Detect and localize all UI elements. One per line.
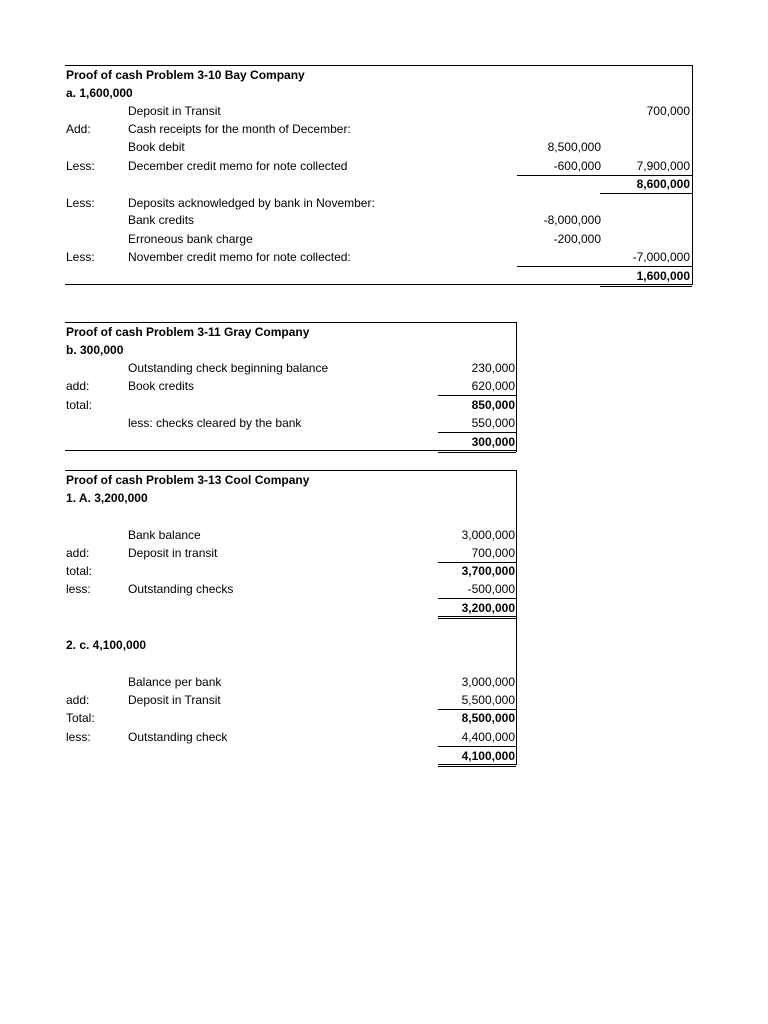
row-desc: Deposit in transit: [128, 546, 218, 560]
row-label: add:: [66, 546, 90, 560]
part2-total: 4,100,000: [461, 749, 515, 763]
row-label: less:: [66, 582, 91, 596]
row-desc: Balance per bank: [128, 675, 222, 689]
row-amount: -200,000: [553, 232, 601, 246]
section-total: 300,000: [471, 435, 515, 449]
section-title: Proof of cash Problem 3-11 Gray Company: [66, 325, 310, 339]
top-border: [65, 470, 516, 471]
row-amount: 5,500,000: [461, 693, 515, 707]
row-label: total:: [66, 564, 93, 578]
row-total: 7,900,000: [636, 159, 690, 173]
row-desc: Bank credits: [128, 213, 195, 227]
row-desc: November credit memo for note collected:: [128, 250, 351, 264]
right-border: [516, 322, 517, 452]
section-title: Proof of cash Problem 3-10 Bay Company: [66, 68, 305, 82]
row-amount: 8,500,000: [461, 711, 515, 725]
row-label: less:: [66, 730, 91, 744]
row-desc: Cash receipts for the month of December:: [128, 122, 351, 136]
rule: [438, 395, 516, 396]
row-desc: Book debit: [128, 140, 185, 154]
row-desc: Deposit in Transit: [128, 693, 221, 707]
row-total: 700,000: [646, 104, 690, 118]
answer-1: 1. A. 3,200,000: [66, 491, 148, 505]
subtotal: 8,600,000: [636, 177, 690, 191]
row-desc: Erroneous bank charge: [128, 232, 253, 246]
double-underline: [438, 616, 516, 619]
row-total: -7,000,000: [632, 250, 690, 264]
right-border: [692, 65, 693, 285]
row-amount: 8,500,000: [547, 140, 601, 154]
rule: [438, 598, 516, 599]
row-amount: 620,000: [471, 379, 515, 393]
row-desc: Outstanding check: [128, 730, 228, 744]
answer: b. 300,000: [66, 343, 124, 357]
right-border-lower: [516, 620, 517, 765]
subtotal-underline: [600, 193, 692, 194]
row-label: total:: [66, 398, 93, 412]
row-label: add:: [66, 379, 90, 393]
row-label: Less:: [66, 196, 95, 210]
row-desc: December credit memo for note collected: [128, 159, 348, 173]
row-desc: Deposits acknowledged by bank in November:: [128, 196, 375, 210]
row-amount: 3,700,000: [461, 564, 515, 578]
top-border: [65, 322, 516, 323]
rule: [438, 432, 516, 433]
row-label: Add:: [66, 122, 91, 136]
double-underline: [438, 452, 516, 453]
part1-total: 3,200,000: [461, 601, 515, 615]
row-desc: less: checks cleared by the bank: [128, 416, 302, 430]
answer-2: 2. c. 4,100,000: [66, 638, 147, 652]
row-amount: 550,000: [471, 416, 515, 430]
bottom-border: [65, 450, 516, 451]
row-amount: -500,000: [467, 582, 515, 596]
row-desc: Bank balance: [128, 528, 201, 542]
row-amount: 850,000: [471, 398, 515, 412]
double-underline: [600, 286, 692, 287]
row-amount: 4,400,000: [461, 730, 515, 744]
row-label: Total:: [66, 711, 95, 725]
row-desc: Book credits: [128, 379, 195, 393]
double-underline: [438, 764, 516, 767]
row-amount: 700,000: [471, 546, 515, 560]
row-amount: 230,000: [471, 361, 515, 375]
row-amount: 3,000,000: [461, 675, 515, 689]
answer: a. 1,600,000: [66, 86, 133, 100]
section-title: Proof of cash Problem 3-13 Cool Company: [66, 473, 310, 487]
rule: [438, 746, 516, 747]
row-desc: Outstanding checks: [128, 582, 234, 596]
row-label: add:: [66, 693, 90, 707]
bottom-border: [65, 284, 692, 285]
row-desc: Deposit in Transit: [128, 104, 221, 118]
total-rule: [517, 266, 692, 267]
top-border: [65, 65, 692, 66]
row-label: Less:: [66, 250, 95, 264]
row-label: Less:: [66, 159, 95, 173]
row-amount: -600,000: [553, 159, 601, 173]
row-amount: -8,000,000: [543, 213, 601, 227]
row-desc: Outstanding check beginning balance: [128, 361, 329, 375]
right-border: [516, 470, 517, 620]
grand-total: 1,600,000: [636, 269, 690, 283]
row-amount: 3,000,000: [461, 528, 515, 542]
